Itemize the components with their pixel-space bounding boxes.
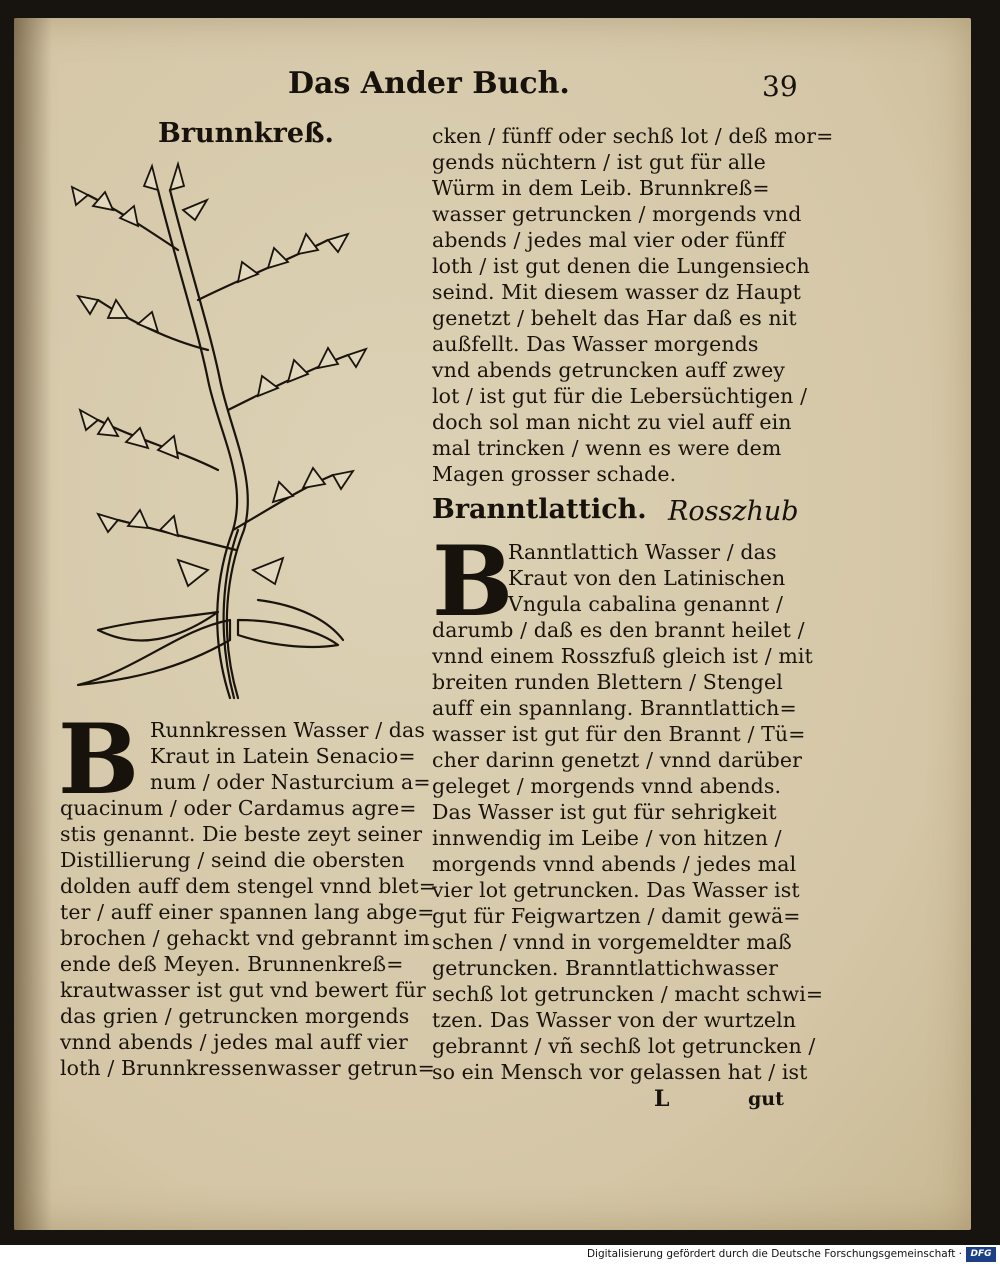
right-line: cken / fünff oder sechß lot / deß mor= — [432, 124, 834, 148]
left-line: ter / auff einer spannen lang abge= — [60, 900, 435, 924]
dfg-logo-icon[interactable]: DFG — [966, 1247, 996, 1262]
right-line: morgends vnnd abends / jedes mal — [432, 852, 797, 876]
left-dropcap: B — [58, 703, 140, 816]
right-line: vnnd einem Rosszfuß gleich ist / mit — [432, 644, 813, 668]
left-line: brochen / gehackt vnd gebrannt im — [60, 926, 430, 950]
right-line: cher darinn genetzt / vnnd darüber — [432, 748, 802, 772]
right-line: Magen grosser schade. — [432, 462, 677, 486]
left-line: vnnd abends / jedes mal auff vier — [60, 1030, 408, 1054]
left-line: Runnkressen Wasser / das — [150, 718, 425, 742]
right-line: gebrannt / vñ sechß lot getruncken / — [432, 1034, 816, 1058]
left-line: Distillierung / seind die obersten — [60, 848, 405, 872]
right-line: schen / vnnd in vorgemeldter maß — [432, 930, 792, 954]
left-line: ende deß Meyen. Brunnenkreß= — [60, 952, 404, 976]
right-line: Das Wasser ist gut für sehrigkeit — [432, 800, 777, 824]
right-line: Kraut von den Latinischen — [508, 566, 786, 590]
page-number: 39 — [762, 70, 798, 103]
left-line: loth / Brunnkressenwasser getrun= — [60, 1056, 435, 1080]
right-line: gends nüchtern / ist gut für alle — [432, 150, 766, 174]
right-line: seind. Mit diesem wasser dz Haupt — [432, 280, 801, 304]
right-line: doch sol man nicht zu viel auff ein — [432, 410, 792, 434]
right-line: innwendig im Leibe / von hitzen / — [432, 826, 782, 850]
right-line: auff ein spannlang. Branntlattich= — [432, 696, 797, 720]
right-line: tzen. Das Wasser von der wurtzeln — [432, 1008, 797, 1032]
right-line: außfellt. Das Wasser morgends — [432, 332, 759, 356]
right-line: vnd abends getruncken auff zwey — [432, 358, 785, 382]
right-line: wasser ist gut für den Brannt / Tü= — [432, 722, 806, 746]
left-title: Brunnkreß. — [158, 118, 334, 149]
plant-woodcut-icon — [58, 150, 380, 702]
right-line: loth / ist gut denen die Lungensiech — [432, 254, 810, 278]
right-title-alt: Rosszhub — [668, 496, 799, 527]
left-line: num / oder Nasturcium a= — [150, 770, 431, 794]
footer-bar — [0, 1245, 1000, 1265]
left-line: krautwasser ist gut vnd bewert für — [60, 978, 426, 1002]
right-line: Vngula cabalina genannt / — [508, 592, 783, 616]
right-line: mal trincken / wenn es were dem — [432, 436, 782, 460]
running-header: Das Ander Buch. — [288, 66, 570, 101]
right-line: darumb / daß es den brannt heilet / — [432, 618, 805, 642]
right-title: Branntlattich. — [432, 494, 647, 525]
right-line: breiten runden Blettern / Stengel — [432, 670, 783, 694]
right-line: Ranntlattich Wasser / das — [508, 540, 777, 564]
right-line: so ein Mensch vor gelassen hat / ist — [432, 1060, 808, 1084]
right-line: gut für Feigwartzen / damit gewä= — [432, 904, 801, 928]
right-line: genetzt / behelt das Har daß es nit — [432, 306, 797, 330]
left-line: Kraut in Latein Senacio= — [150, 744, 416, 768]
right-line: lot / ist gut für die Lebersüchtigen / — [432, 384, 808, 408]
right-line: wasser getruncken / morgends vnd — [432, 202, 802, 226]
left-line: stis genannt. Die beste zeyt seiner — [60, 822, 423, 846]
signature-mark: L — [654, 1086, 670, 1112]
right-line: vier lot getruncken. Das Wasser ist — [432, 878, 800, 902]
right-line: abends / jedes mal vier oder fünff — [432, 228, 785, 252]
right-line: geleget / morgends vnnd abends. — [432, 774, 782, 798]
left-line: das grien / getruncken morgends — [60, 1004, 410, 1028]
right-line: getruncken. Branntlattichwasser — [432, 956, 779, 980]
right-line: sechß lot getruncken / macht schwi= — [432, 982, 824, 1006]
catchword: gut — [748, 1088, 784, 1110]
left-line: quacinum / oder Cardamus agre= — [60, 796, 417, 820]
left-line: dolden auff dem stengel vnnd blet= — [60, 874, 436, 898]
right-line: Würm in dem Leib. Brunnkreß= — [432, 176, 770, 200]
right-dropcap: B — [432, 525, 514, 638]
funding-note: Digitalisierung gefördert durch die Deutsche Forschungsgemeinschaft · — [586, 1248, 962, 1260]
